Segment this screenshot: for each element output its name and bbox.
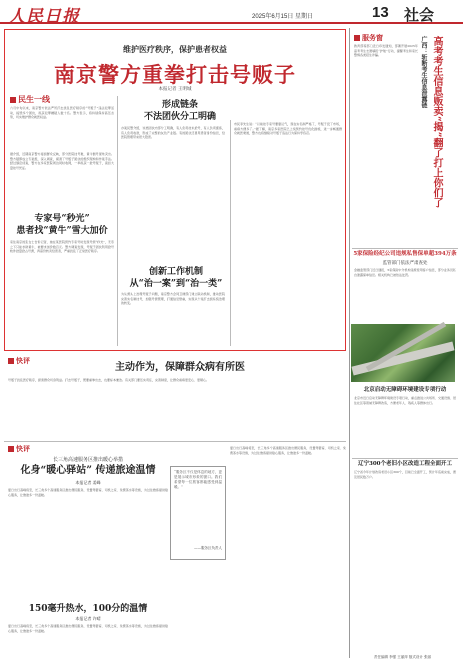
main-headline[interactable]: 南京警方重拳打击号贩子 bbox=[54, 62, 296, 87]
subheading-3b: 从“治一案”到“治一类” bbox=[129, 279, 223, 289]
feature-byline: 本报记者 姜峰 bbox=[75, 480, 101, 485]
subheading-2: 形成链条 bbox=[161, 100, 198, 110]
feature-subheading[interactable]: 150毫升热水，100分的温情 bbox=[28, 604, 148, 614]
section-name: 社会 bbox=[404, 6, 435, 24]
sidebar-brief-2-title[interactable]: 辽宁300个老旧小区改造工程全面开工 bbox=[358, 461, 452, 467]
voice-body: 六月中旬以来，南京警方依法严厉打击扰乱医疗秩序的“号贩子”违法犯罪活动，捣毁多个团伙，抓获犯罪嫌疑人数十名。警方表示，将持续保持高压态势，切实维护群众就医权益。 bbox=[10, 106, 114, 120]
middle-column-text-2: 为从源头上治理号贩子问题，南京警方会同卫健部门建立联动机制，推动医院完善实名制挂号，加强号源管理，打通信息壁垒，实现从个案打击到系统治理的转变。 bbox=[121, 292, 225, 306]
subheading-2b: 不法团伙分工明确 bbox=[143, 112, 216, 122]
subheading-1a: 专家号“秒光” bbox=[34, 214, 90, 224]
newspaper-logo: 人民日报 bbox=[8, 7, 80, 27]
subheading-1b: 患者找“黄牛”雪大加价 bbox=[16, 226, 108, 236]
page-number: 13 bbox=[372, 4, 389, 21]
middle-column-text-1: 办案民警介绍，该类团伙内部分工明确，有人负责技术抢号，有人负责揽客，有人负责收款，形成了完整的灰色产业链。有的团伙还冒用患者身份信息，给医院管理带来很大隐患。 bbox=[121, 126, 225, 140]
left-column-text-1: 据介绍，近期南京警方接到群众反映，部分医院挂号难，黄牛倒号现象突出。警方随即成立专案组，深入调查，摸清了号贩子团伙的组织架构和作案手法。经过缜密侦查，警方在多家医院周边同时收网，一举抓获一批号贩子，查扣大量挂号凭证。 bbox=[10, 152, 114, 170]
sidebar-mid-title[interactable]: 5家保险经纪公司违规私售保单超394万条 bbox=[353, 251, 457, 257]
bullet-square-icon bbox=[8, 358, 14, 364]
bullet-square-icon bbox=[8, 446, 14, 452]
feature-body-2: 夏日出行高峰将至，长三角多个高速服务区推出便民服务，设置母婴室、司机之家、免费茶水等设施，为过往旅客提供贴心服务，让旅途多一份温暖。 bbox=[8, 624, 168, 633]
feature-label: 快评 bbox=[8, 444, 30, 454]
pull-quote-box bbox=[170, 466, 226, 560]
feature-body: 夏日出行高峰将至，长三角多个高速服务区推出便民服务，设置母婴室、司机之家、免费茶水等设施，为过往旅客提供贴心服务，让旅途多一份温暖。 bbox=[8, 488, 168, 497]
main-kicker[interactable]: 维护医疗秩序，保护患者权益 bbox=[123, 44, 227, 54]
sidebar-label: 服务窗 bbox=[354, 33, 383, 43]
sidebar-mid-body: 金融监管部门近日通报，5家保险中介机构违规使用客户信息，部分业务员私自泄露保单信息。相关机构已被依法处罚。 bbox=[354, 268, 456, 277]
sidebar-brief-2-body: 辽宁省今年计划改造老旧小区300个，目前已全面开工，预计年底前完成，惠及居民数万户。 bbox=[354, 470, 456, 479]
subheading-3: 创新工作机制 bbox=[148, 267, 203, 277]
pull-quote-text: “服务区不仅是休息的地方，更是展示城市形象的窗口。我们希望每一位旅客都能感受到温暖。” bbox=[174, 470, 222, 489]
column-divider bbox=[230, 120, 231, 346]
sidebar-vertical-subtitle: 广西：斩断考生信息泄露链 bbox=[420, 36, 427, 108]
sidebar-mid-subtitle: 监管部门依法严肃查处 bbox=[382, 261, 428, 266]
sidebar-brief-1-title[interactable]: 北京启动无障碍环境建设专项行动 bbox=[363, 387, 447, 393]
page-footer-credits: 责任编辑 李强 王丽萍 版式设计 张丽 bbox=[374, 655, 431, 659]
highway-aerial-photo bbox=[351, 324, 455, 382]
commentary-title[interactable]: 主动作为，保障群众病有所医 bbox=[115, 362, 245, 373]
sidebar-top-text: 教育部等部门近日印发通知，部署开展2025年高考考生志愿填报“护航”行动，提醒考生和家长警惕各类招生诈骗。 bbox=[354, 44, 418, 58]
feature-right-column: 夏日出行高峰将至，长三角多个高速服务区推出便民服务，设置母婴室、司机之家、免费茶水等设施，为过往旅客提供贴心服务，让旅途多一份温暖。 bbox=[230, 446, 346, 455]
pull-quote-author: ——服务区负责人 bbox=[194, 546, 222, 550]
sidebar-divider-h bbox=[352, 458, 458, 459]
sidebar-vertical-headline[interactable]: 高考考生信息贩卖“揭”翻了打上你们了 bbox=[431, 36, 442, 208]
commentary-label: 快评 bbox=[8, 356, 30, 366]
right-column-text: 市民李先生说：“以前挂专家号要靠运气，现在实名制严格了，号贩子没了市场，看病方便多了。”据了解，南京多家医院已上线预约挂号优化措施，进一步畅通群众就医渠道，警方也将继续对号贩子违法行为保持零容忍。 bbox=[234, 122, 342, 136]
feature-sub-byline: 本报记者 许晴 bbox=[75, 616, 101, 621]
sidebar-divider-h bbox=[352, 248, 458, 249]
column-divider bbox=[117, 96, 118, 346]
section-divider bbox=[4, 441, 346, 442]
commentary-body: 号贩子扰乱医疗秩序，损害群众切身利益。打击号贩子，既要重拳出击，也要标本兼治。有关部门要压实责任，完善制度，让群众看病更安心、更顺心。 bbox=[8, 378, 210, 382]
sidebar-brief-1-body: 北京市近日启动无障碍环境建设专项行动，重点推进公共场所、交通设施、居住社区等领域无障碍改造，方便老年人、残疾人等群体出行。 bbox=[354, 396, 456, 405]
issue-date: 2025年6月15日 星期日 bbox=[252, 14, 314, 20]
voice-label: 民生一线 bbox=[10, 94, 50, 105]
sidebar-divider bbox=[349, 28, 350, 658]
masthead bbox=[0, 0, 463, 27]
main-byline: 本报记者 王明城 bbox=[158, 87, 192, 92]
feature-title[interactable]: 化身“暖心驿站” 传递旅途温情 bbox=[20, 465, 156, 476]
left-column-text-2: 家住南京的张女士告诉记者，她在某医院预约专家号时发现号源“秒光”，无奈之下只能求助黄牛，被要求加价数百元。警方调查发现，号贩子团伙利用抢号软件批量抢占号源，再高价转卖给患者，严重扰乱了正常医疗秩序。 bbox=[10, 240, 114, 254]
bullet-square-icon bbox=[10, 97, 16, 103]
feature-kicker: 长三角高速服务区推出暖心举措 bbox=[52, 457, 123, 463]
bullet-square-icon bbox=[354, 35, 360, 41]
